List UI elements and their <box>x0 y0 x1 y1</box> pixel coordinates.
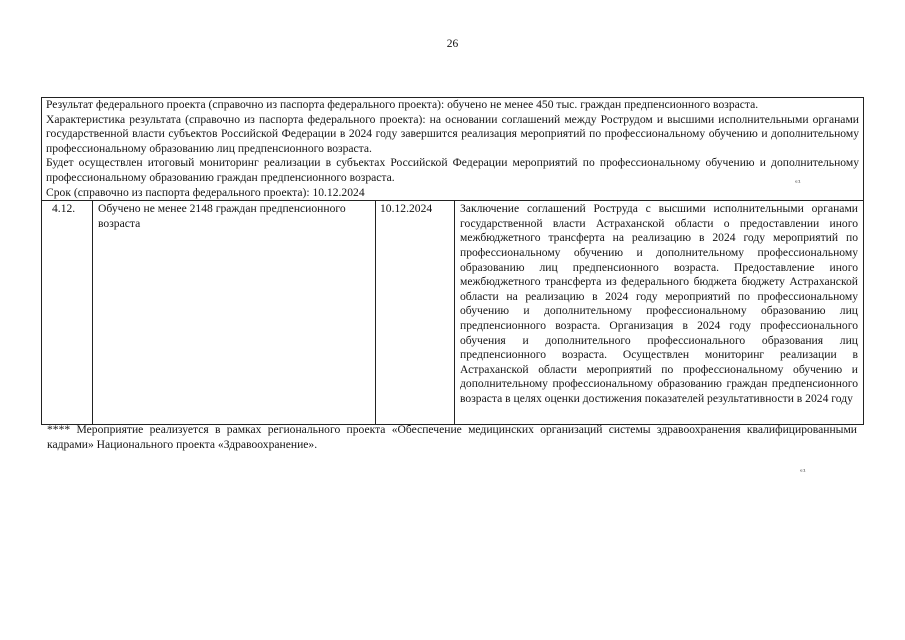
federal-result-line: Результат федерального проекта (справочно из паспорта федерального проекта): обучено не менее 450 тыс. граждан предпенсионного возраста. <box>46 98 759 111</box>
row-description: Заключение соглашений Роструда с высшими исполнительными органами государственной власти Астраханской области о предоставлении иного межбюджетного трансферта на реализацию в 2024 году мероприятий по профессиональному обучению и дополнительному профессиональному образованию лиц предпенсионного возраста. Предоставление иного межбюджетного трансферта из федерального бюджета бюджету Астраханской области на реализацию в 2024 году мероприятий по профессиональному обучению и дополнительному профессиональному образованию лиц предпенсионного возраста. Организация в 2024 году профессионального обучения и дополнительного профессионального образования лиц предпенсионного возраста. Осуществлен мониторинг реализации в Астраханской области мероприятий по профессиональному обучению и дополнительному профессиональному образованию граждан предпенсионного возраста в целях оценки достижения показателей результативности в 2024 году <box>460 202 858 405</box>
footnote: **** Мероприятие реализуется в рамках регионального проекта «Обеспечение медицинских организаций системы здравоохранения квалифицированными кадрами» Национального проекта «Здравоохранение». <box>47 423 857 451</box>
monitoring-line: Будет осуществлен итоговый мониторинг реализации в субъектах Российской Федерации мероприятий по профессиональному обучению и дополнительному профессиональному образованию граждан предпенсионного возраста. <box>46 156 859 184</box>
federal-project-header <box>42 98 863 201</box>
table-row <box>42 201 863 424</box>
row-result: Обучено не менее 2148 граждан предпенсионного возраста <box>93 201 376 424</box>
result-characteristic-line: Характеристика результата (справочно из паспорта федерального проекта): на основании соглашений между Рострудом и высшими исполнительными органами государственной власти субъектов Российской Федерации в 2024 году завершится реализация мероприятий по профессиональному обучению и дополнительному профессиональному образованию лиц предпенсионного возраста. <box>46 112 859 155</box>
page-number: 26 <box>446 38 459 50</box>
row-number: 4.12. <box>42 201 93 424</box>
plan-table <box>41 97 864 425</box>
row-date: 10.12.2024 <box>376 201 455 424</box>
deadline-line: Срок (справочно из паспорта федерального проекта): 10.12.2024 <box>46 185 365 199</box>
scan-mark: ᵉ¹ <box>800 468 806 476</box>
scan-mark: ᵉ¹ <box>795 179 801 187</box>
